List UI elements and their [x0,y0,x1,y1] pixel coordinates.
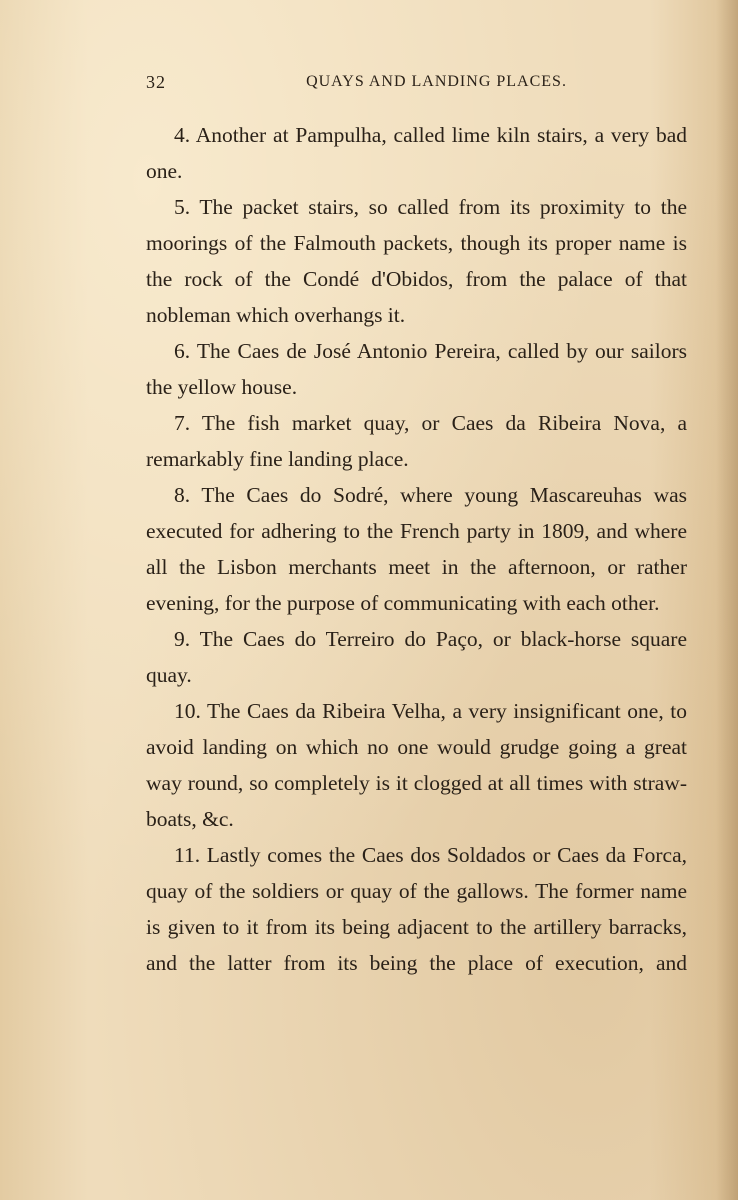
paragraph-item-7: 7. The fish market quay, or Caes da Ribeira Nova, a remarkably fine landing place. [146,411,687,471]
paragraph-item-8: 8. The Caes do Sodré, where young Mascareuhas was executed for adhering to the French party in 1809, and where all the Lisbon merchants meet in the afternoon, or rather evening, for the purpose of communicating with each other. [146,483,687,615]
paragraph-item-9: 9. The Caes do Terreiro do Paço, or black-horse square quay. [146,627,687,687]
paragraph-item-6: 6. The Caes de José Antonio Pereira, called by our sailors the yellow house. [146,339,687,399]
paragraph-item-5: 5. The packet stairs, so called from its proximity to the moorings of the Falmouth packets, though its proper name is the rock of the Condé d'Obidos, from the palace of that nobleman which overhangs it. [146,195,687,327]
body-text [146,117,687,981]
book-page [146,70,687,981]
page-number: 32 [146,72,166,92]
paragraph-item-4: 4. Another at Pampulha, called lime kiln stairs, a very bad one. [146,123,687,183]
paragraph-item-10: 10. The Caes da Ribeira Velha, a very insignificant one, to avoid landing on which no one would grudge going a great way round, so completely is it clogged at all times with straw-boats, &c. [146,699,687,831]
page-edge-shadow [716,0,738,1200]
running-title: QUAYS AND LANDING PLACES. [306,73,567,90]
running-head [146,70,687,100]
paragraph-item-11: 11. Lastly comes the Caes dos Soldados or Caes da Forca, quay of the soldiers or quay of the gallows. The former name is given to it from its being adjacent to the artillery barracks, and the latter from its being the place of execution, and [146,843,687,975]
